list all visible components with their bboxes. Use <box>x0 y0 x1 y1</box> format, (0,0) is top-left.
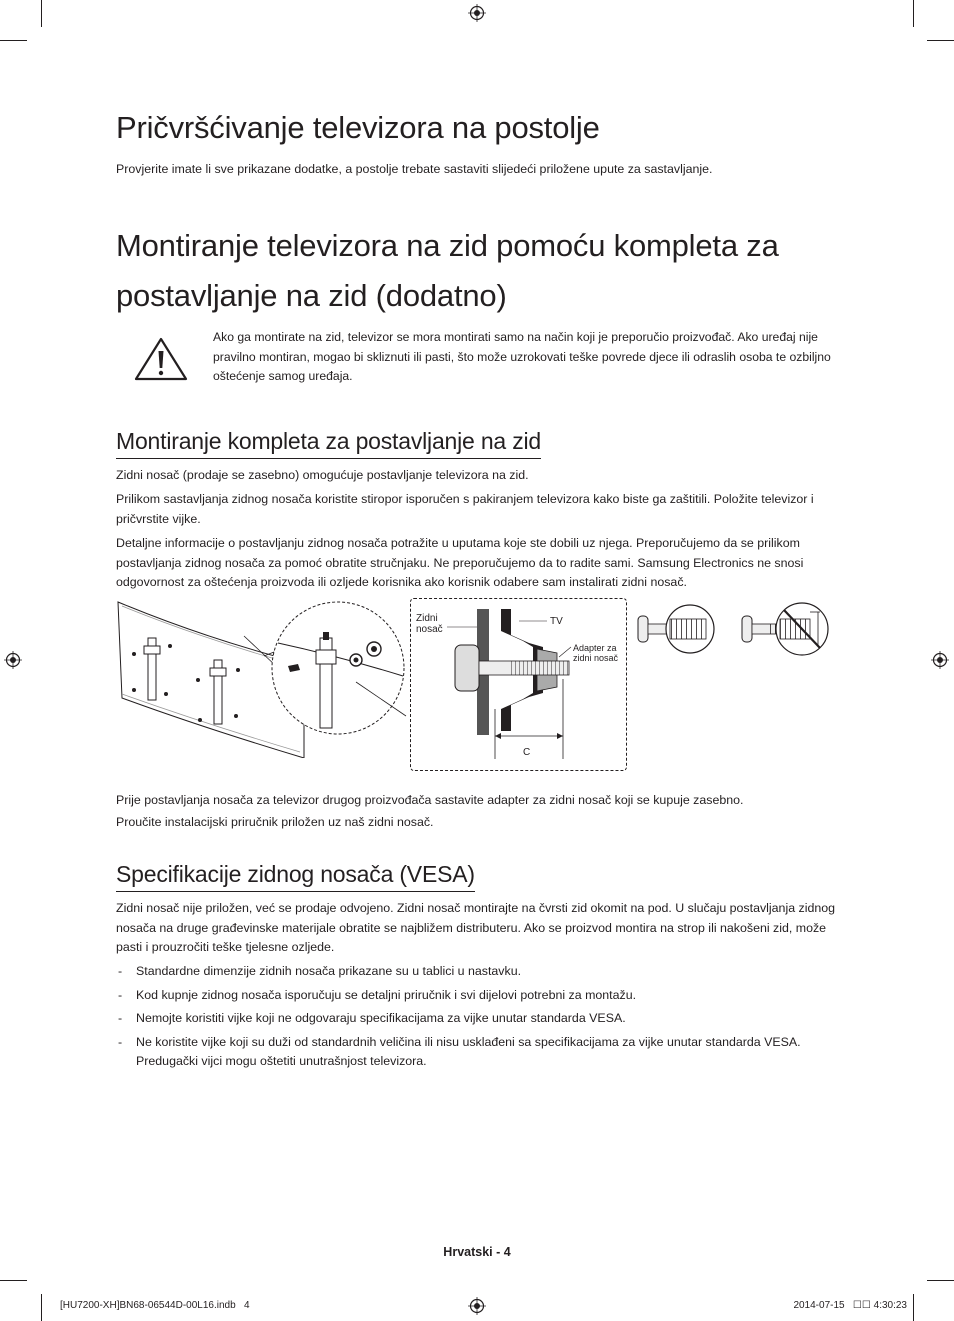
cross-section-illustration <box>411 599 625 769</box>
list-item: - Nemojte koristiti vijke koji ne odgovaraju specifikacijama za vijke unutar standarda VESA. <box>118 1011 626 1025</box>
label-tv: TV <box>550 616 563 627</box>
warning-text: Ako ga montirate na zid, televizor se mora montirati samo na način koji je preporučio proizvođač. Ako uređaj nije pravilno montiran, mogao bi skliznuti ili pasti, što može uzrokovati teške povrede djece ili odraslih osoba te ozbiljno oštećenje samog uređaja. <box>213 330 831 383</box>
crop-mark <box>927 1280 954 1281</box>
bracket-detail-illustration <box>268 598 418 748</box>
footer-file-name: [HU7200-XH]BN68-06544D-00L16.indb 4 <box>60 1300 250 1311</box>
kit-heading-wrap <box>116 428 541 459</box>
crop-mark <box>0 1280 27 1281</box>
kit-heading: Montiranje kompleta za postavljanje na zid <box>116 428 541 459</box>
registration-mark-icon <box>468 4 486 22</box>
kit-paragraph-3: Detaljne informacije o postavljanju zidnog nosača potražite u uputama koje ste dobili uz njega. Preporučujemo da se prilikom postavljanja zidnog nosača za pomoć obratite stručnjaku. Ne preporučujemo da to radite sami. Samsung Electronics ne snosi odgovornost za oštećenja proizvoda ili ozljede korisnika ako korisnik odabere sam instalirati zidni nosač. <box>116 536 804 589</box>
kit-paragraph-2: Prilikom sastavljanja zidnog nosača koristite stiropor isporučen s pakiranjem televizora kako biste ga zaštitili. Položite televizor i pričvrstite vijke. <box>116 492 814 526</box>
list-item: - Kod kupnje zidnog nosača isporučuju se detaljni priručnik i svi dijelovi potrebni za montažu. <box>118 987 637 1002</box>
crop-mark <box>913 1294 914 1321</box>
stand-text: Provjerite imate li sve prikazane dodatke, a postolje trebate sastaviti slijedeći priložene upute za sastavljanje. <box>116 162 713 176</box>
vesa-bullet-list <box>116 962 841 1076</box>
wall-mount-title <box>116 226 856 316</box>
kit-paragraph-4: Prije postavljanja nosača za televizor drugog proizvođača sastavite adapter za zidni nosač koji se kupuje zasebno. <box>116 793 744 807</box>
screw-correct-icon <box>636 598 726 662</box>
crop-mark <box>0 40 27 41</box>
list-item: - Standardne dimenzije zidnih nosača prikazane su u tablici u nastavku. <box>118 964 522 978</box>
footer-page-number: Hrvatski - 4 <box>443 1245 511 1259</box>
registration-mark-icon <box>4 651 22 669</box>
kit-paragraph-1: Zidni nosač (prodaje se zasebno) omogućuje postavljanje televizora na zid. <box>116 468 529 482</box>
crop-mark <box>41 0 42 27</box>
kit-paragraph-5: Proučite instalacijski priručnik priložen uz naš zidni nosač. <box>116 815 434 829</box>
crop-mark <box>41 1294 42 1321</box>
vesa-paragraph: Zidni nosač nije priložen, već se prodaje odvojeno. Zidni nosač montirajte na čvrsti zid okomit na pod. U slučaju postavljanja zidnog nosača na druge građevinske materijale obratite se najbližem distributeru. Ako se proizvod montira na strop ili nakošeni zid, može pasti i prouzročiti teške tjelesne ozljede. <box>116 901 836 954</box>
warning-icon <box>133 336 189 382</box>
screw-incorrect-icon <box>740 598 840 662</box>
crop-mark <box>927 40 954 41</box>
vesa-heading: Specifikacije zidnog nosača (VESA) <box>116 861 475 892</box>
vesa-heading-wrap <box>116 861 475 892</box>
page-title-stand: Pričvršćivanje televizora na postolje <box>116 110 600 145</box>
footer-date: 2014-07-15 ☐☐ 4:30:23 <box>793 1300 907 1311</box>
list-item: - Ne koristite vijke koji su duži od standardnih veličina ili nisu usklađeni sa specifikacijama za vijke unutar standarda VESA. Predugački vijci mogu oštetiti unutrašnjost televizora. <box>118 1034 801 1068</box>
wall-mount-title-line2: postavljanje na zid (dodatno) <box>116 278 507 313</box>
label-adapter: Adapter za zidni nosač <box>573 643 619 663</box>
crop-mark <box>913 0 914 27</box>
wall-mount-title-line1: Montiranje televizora na zid pomoću kompleta za <box>116 228 779 263</box>
label-dimension-c: C <box>523 747 531 758</box>
registration-mark-icon <box>931 651 949 669</box>
label-wall-bracket: Zidni nosač <box>416 613 443 635</box>
registration-mark-icon <box>468 1297 486 1315</box>
